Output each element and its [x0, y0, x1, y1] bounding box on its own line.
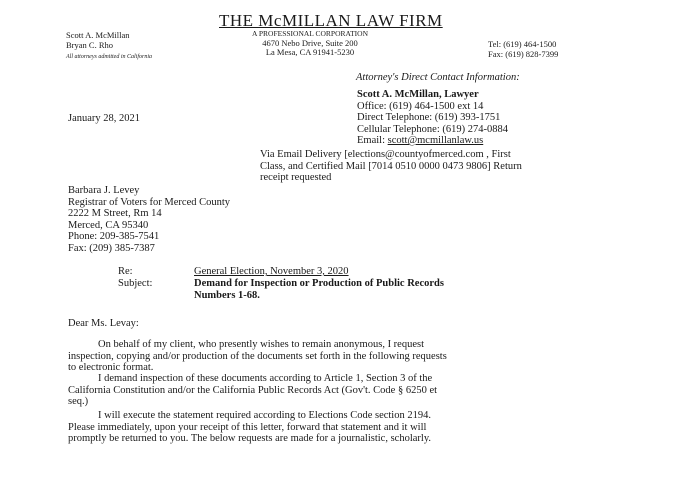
contact-cell: Cellular Telephone: (619) 274-0884	[357, 123, 508, 135]
contact-email-link[interactable]: scott@mcmillanlaw.us	[387, 135, 484, 146]
delivery-line: Via Email Delivery [elections@countyofmerced.com , First	[260, 149, 511, 160]
paragraph-line: inspection, copying and/or production of the documents set forth in the following requests	[68, 350, 447, 362]
attorney-name: Bryan C. Rho	[66, 39, 113, 50]
recipient-city: Merced, CA 95340	[68, 219, 149, 231]
recipient-phone: Phone: 209-385-7541	[68, 231, 160, 242]
contact-email-line	[357, 135, 508, 147]
contact-block	[357, 89, 508, 147]
recipient-name: Barbara J. Levey	[68, 185, 140, 196]
recipient-title: Registrar of Voters for Merced County	[68, 196, 231, 208]
contact-office: Office: (619) 464-1500 ext 14	[357, 100, 484, 112]
contact-heading: Attorney's Direct Contact Information:	[356, 72, 520, 83]
admission-note: All attorneys admitted in California	[66, 54, 152, 60]
paragraph-line: I demand inspection of these documents according to Article 1, Section 3 of the	[98, 373, 433, 384]
paragraph-line: On behalf of my client, who presently wishes to remain anonymous, I request	[98, 339, 425, 350]
letter-date: January 28, 2021	[68, 113, 141, 124]
paragraph-line: seq.)	[68, 396, 89, 407]
firm-phone: Tel: (619) 464-1500	[488, 39, 557, 49]
firm-subtitle: A PROFESSIONAL CORPORATION	[252, 29, 368, 38]
firm-name: THE McMILLAN LAW FIRM	[219, 11, 443, 30]
delivery-line: Class, and Certified Mail [7014 0510 0000 0473 9806] Return	[260, 160, 522, 172]
paragraph-line: Please immediately, upon your receipt of this letter, forward that statement and it will	[68, 421, 427, 433]
paragraph-line: California Constitution and/or the California Public Records Act (Gov't. Code § 6250 et	[68, 384, 438, 396]
paragraph-line: I will execute the statement required according to Elections Code section 2194.	[98, 410, 431, 421]
paragraph-line: to electronic format.	[68, 362, 154, 373]
body-paragraph	[68, 410, 431, 445]
salutation: Dear Ms. Levay:	[68, 318, 139, 329]
body-paragraph	[68, 373, 437, 408]
firm-address-line2: La Mesa, CA 91941-5230	[265, 47, 355, 57]
subject-value	[194, 278, 444, 301]
contact-email-label: Email:	[357, 135, 388, 146]
firm-fax: Fax: (619) 828-7399	[488, 48, 559, 59]
re-value: General Election, November 3, 2020	[194, 266, 349, 277]
recipient-address	[68, 185, 230, 254]
firm-phone-block	[488, 40, 558, 59]
subject-line: Numbers 1-68.	[194, 289, 260, 301]
contact-direct: Direct Telephone: (619) 393-1751	[357, 112, 501, 123]
re-label: Re:	[118, 266, 133, 277]
attorney-list	[66, 31, 130, 50]
body-paragraph	[68, 339, 447, 374]
delivery-line: receipt requested	[260, 172, 332, 183]
paragraph-line: promptly be returned to you. The below requests are made for a journalistic, scholarly.	[68, 433, 432, 444]
firm-address-block	[252, 29, 368, 58]
attorney-name: Scott A. McMillan	[66, 30, 130, 40]
recipient-street: 2222 M Street, Rm 14	[68, 208, 162, 219]
contact-name: Scott A. McMillan, Lawyer	[357, 89, 479, 100]
subject-label: Subject:	[118, 278, 153, 289]
recipient-fax: Fax: (209) 385-7387	[68, 242, 155, 254]
delivery-method	[260, 149, 522, 184]
firm-address-line1: 4670 Nebo Drive, Suite 200	[262, 37, 358, 48]
subject-line: Demand for Inspection or Production of Public Records	[194, 278, 444, 289]
